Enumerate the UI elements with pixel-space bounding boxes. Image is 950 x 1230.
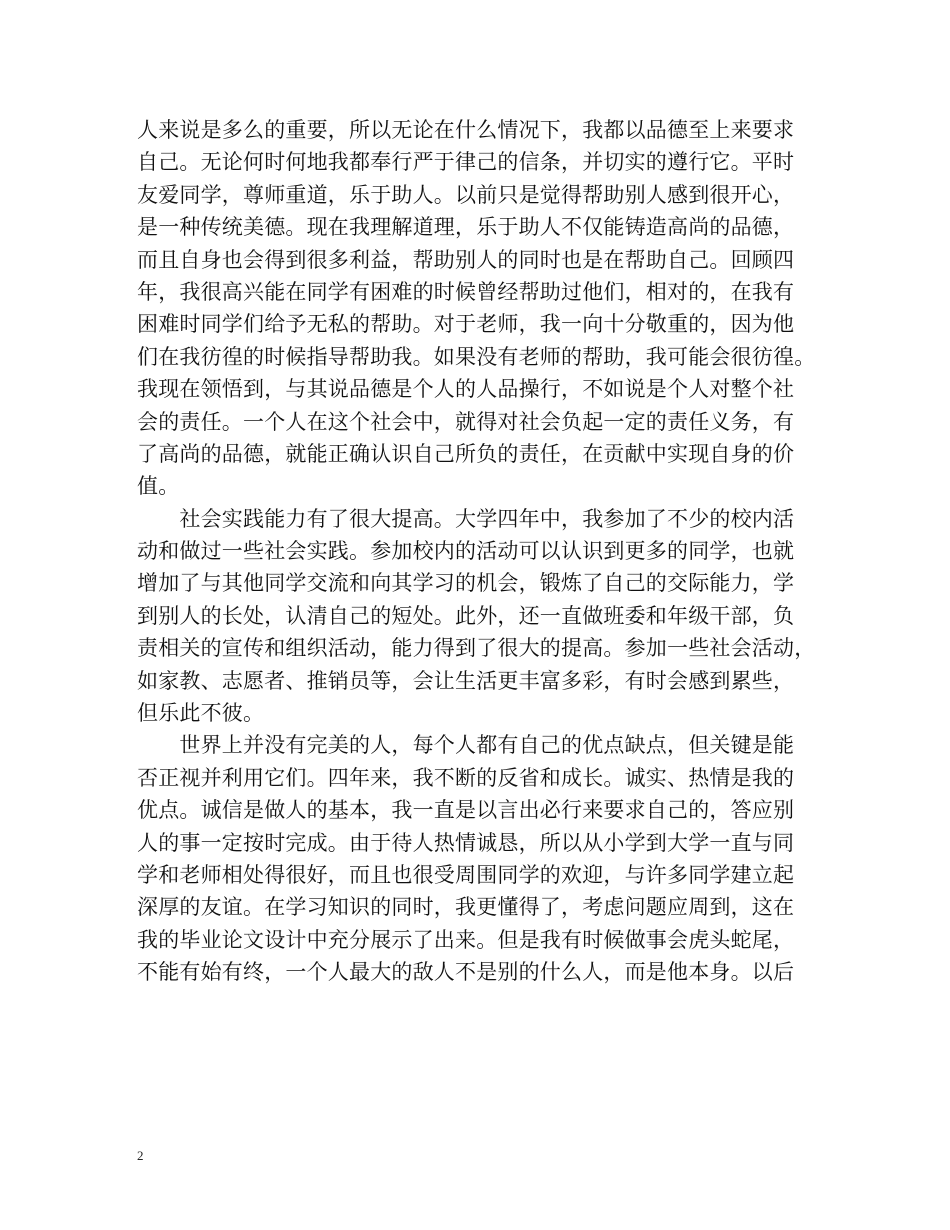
text-line: 友爱同学，尊师重道，乐于助人。以前只是觉得帮助别人感到很开心， xyxy=(137,182,795,207)
text-line: 年，我很高兴能在同学有困难的时候曾经帮助过他们，相对的，在我有 xyxy=(137,279,795,304)
text-line: 增加了与其他同学交流和向其学习的机会，锻炼了自己的交际能力，学 xyxy=(137,571,795,596)
text-line: 而且自身也会得到很多利益，帮助别人的同时也是在帮助自己。回顾四 xyxy=(137,247,795,272)
text-line: 了高尚的品德，就能正确认识自己所负的责任，在贡献中实现自身的价 xyxy=(137,441,795,466)
text-line: 社会实践能力有了很大提高。大学四年中，我参加了不少的校内活 xyxy=(137,506,795,531)
text-line: 不能有始有终，一个人最大的敌人不是别的什么人，而是他本身。以后 xyxy=(137,960,795,985)
text-line: 动和做过一些社会实践。参加校内的活动可以认识到更多的同学，也就 xyxy=(137,539,795,564)
page-number: 2 xyxy=(137,1148,144,1163)
text-line: 如家教、志愿者、推销员等，会让生活更丰富多彩，有时会感到累些， xyxy=(137,668,795,693)
text-line: 优点。诚信是做人的基本，我一直是以言出必行来要求自己的，答应别 xyxy=(137,798,795,823)
text-line: 自己。无论何时何地我都奉行严于律己的信条，并切实的遵行它。平时 xyxy=(137,150,795,175)
text-line: 困难时同学们给予无私的帮助。对于老师，我一向十分敬重的，因为他 xyxy=(137,312,795,337)
text-line: 责相关的宣传和组织活动，能力得到了很大的提高。参加一些社会活动， xyxy=(137,636,816,661)
text-line: 人来说是多么的重要，所以无论在什么情况下，我都以品德至上来要求 xyxy=(137,118,795,142)
text-line: 我的毕业论文设计中充分展示了出来。但是我有时候做事会虎头蛇尾， xyxy=(137,927,795,952)
text-line: 世界上并没有完美的人，每个人都有自己的优点缺点，但关键是能 xyxy=(137,733,795,758)
text-line: 是一种传统美德。现在我理解道理，乐于助人不仅能铸造高尚的品德， xyxy=(137,215,795,240)
text-line: 我现在领悟到，与其说品德是个人的人品操行，不如说是个人对整个社 xyxy=(137,377,795,402)
text-line: 们在我彷徨的时候指导帮助我。如果没有老师的帮助，我可能会很彷徨。 xyxy=(137,344,816,369)
body-text xyxy=(137,114,827,989)
text-line: 深厚的友谊。在学习知识的同时，我更懂得了，考虑问题应周到，这在 xyxy=(137,895,795,920)
text-line: 值。 xyxy=(137,474,180,499)
text-line: 人的事一定按时完成。由于待人热情诚恳，所以从小学到大学一直与同 xyxy=(137,830,795,855)
text-line: 到别人的长处，认清自己的短处。此外，还一直做班委和年级干部，负 xyxy=(137,603,795,628)
text-line: 学和老师相处得很好，而且也很受周围同学的欢迎，与许多同学建立起 xyxy=(137,862,795,887)
text-line: 会的责任。一个人在这个社会中，就得对社会负起一定的责任义务，有 xyxy=(137,409,795,434)
text-line: 但乐此不彼。 xyxy=(137,701,265,726)
text-line: 否正视并利用它们。四年来，我不断的反省和成长。诚实、热情是我的 xyxy=(137,765,795,790)
